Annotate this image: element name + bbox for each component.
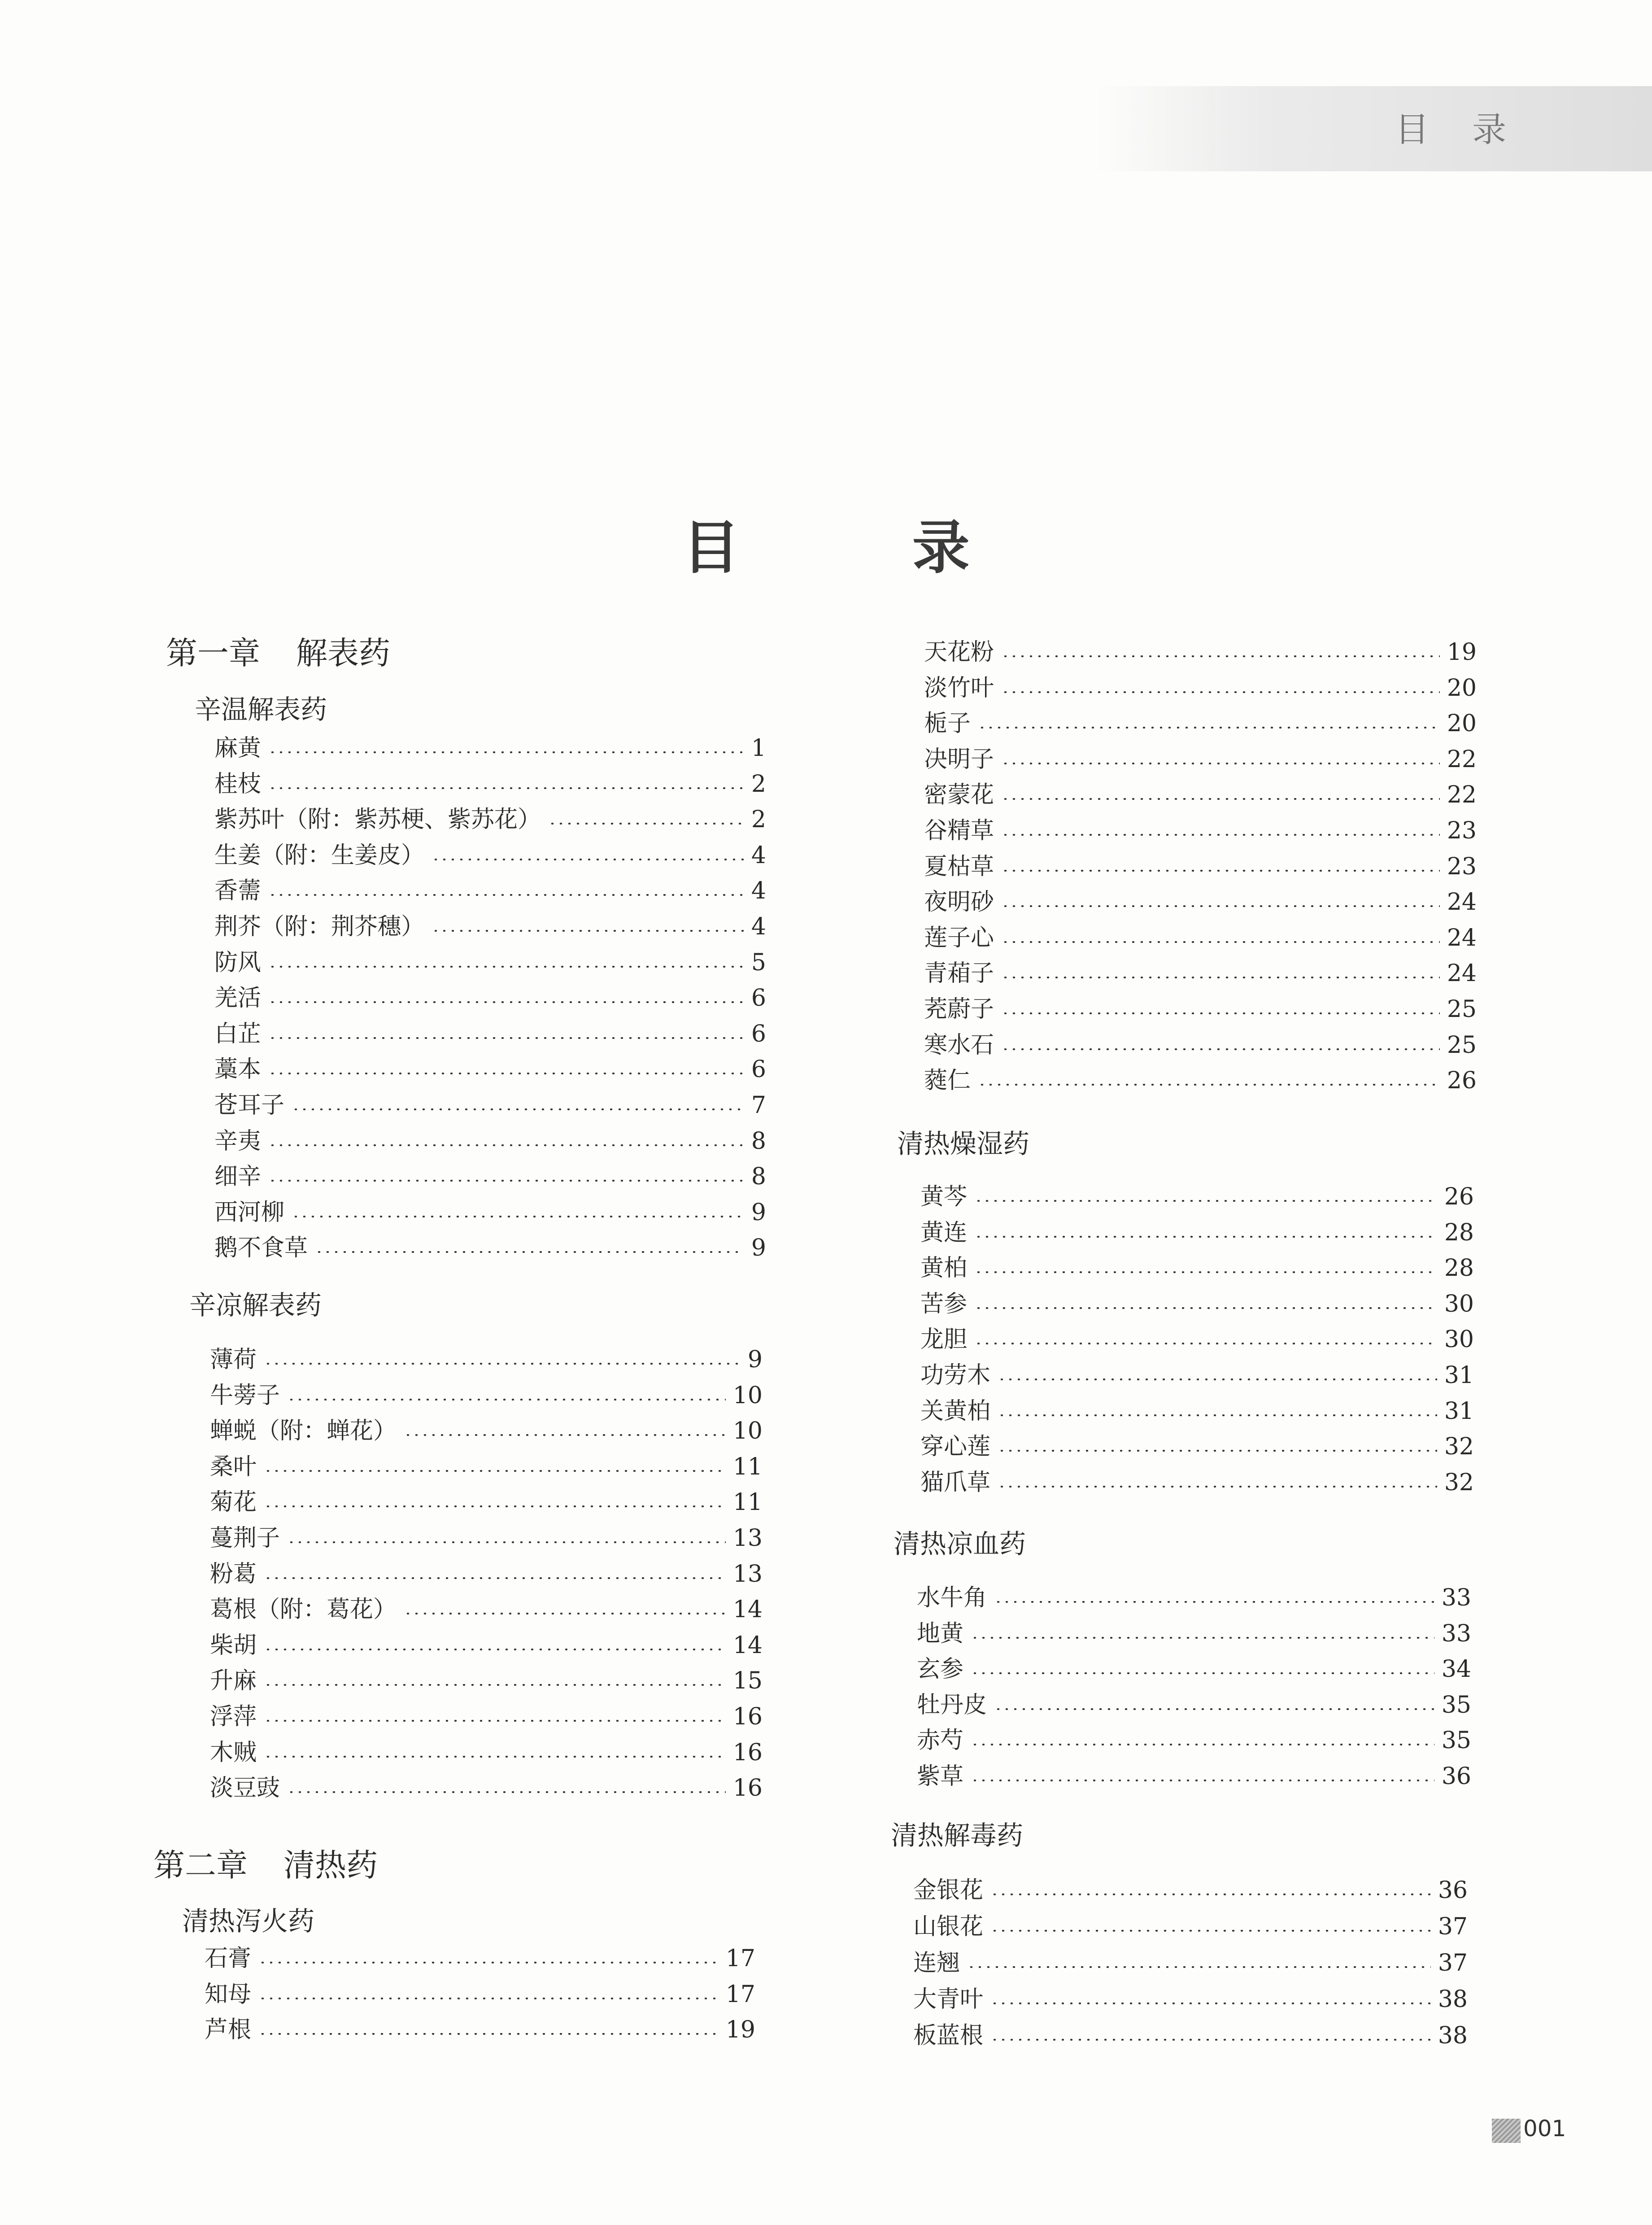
- toc-entry[interactable]: [924, 672, 1477, 704]
- entry-title: 浮萍: [210, 1703, 257, 1730]
- entry-title: 石膏: [205, 1945, 252, 1972]
- entry-page-number: 6: [751, 985, 766, 1012]
- toc-entry[interactable]: [924, 1065, 1477, 1097]
- entry-title: 寒水石: [924, 1032, 994, 1059]
- dot-leader: [1001, 763, 1440, 764]
- entry-title: 知母: [205, 1981, 252, 2008]
- toc-entry[interactable]: [214, 768, 766, 800]
- entry-page-number: 24: [1447, 889, 1477, 916]
- entry-title: 地黄: [917, 1620, 964, 1647]
- toc-entry[interactable]: [210, 1772, 763, 1804]
- entry-page-number: 37: [1438, 1950, 1468, 1976]
- entry-page-number: 14: [732, 1632, 763, 1659]
- toc-entry[interactable]: [924, 707, 1477, 740]
- dot-leader: [287, 1791, 726, 1793]
- entry-title: 龙胆: [920, 1326, 968, 1353]
- toc-entry[interactable]: [913, 1911, 1468, 1943]
- entry-page-number: 7: [751, 1092, 766, 1119]
- entry-title: 紫草: [917, 1763, 964, 1790]
- entry-page-number: 13: [732, 1525, 763, 1552]
- entry-page-number: 33: [1441, 1620, 1471, 1647]
- entry-page-number: 6: [751, 1056, 766, 1083]
- dot-leader: [994, 1708, 1434, 1710]
- toc-entry[interactable]: [913, 1947, 1468, 1979]
- toc-entry[interactable]: [913, 1874, 1468, 1907]
- toc-entry[interactable]: [214, 803, 766, 836]
- dot-leader: [971, 1780, 1434, 1781]
- dot-leader: [268, 1180, 744, 1182]
- toc-entry[interactable]: [917, 1582, 1471, 1614]
- toc-entry[interactable]: [210, 1629, 763, 1662]
- dot-leader: [548, 823, 744, 825]
- entry-title: 荆芥（附：荆芥穗）: [214, 913, 425, 940]
- section-heading: 辛凉解表药: [189, 1290, 322, 1321]
- toc-entry[interactable]: [214, 1053, 766, 1086]
- toc-entry[interactable]: [924, 993, 1477, 1025]
- entry-page-number: 26: [1447, 1067, 1477, 1094]
- entry-title: 金银花: [913, 1877, 984, 1904]
- dot-leader: [998, 1379, 1437, 1380]
- entry-page-number: 22: [1447, 781, 1477, 808]
- chapter-heading: [166, 628, 390, 673]
- dot-leader: [974, 1343, 1437, 1344]
- dot-leader: [974, 1271, 1437, 1273]
- entry-page-number: 25: [1447, 1032, 1477, 1059]
- entry-page-number: 36: [1441, 1763, 1471, 1790]
- toc-entry[interactable]: [214, 875, 766, 907]
- dot-leader: [264, 1649, 726, 1650]
- toc-entry[interactable]: [205, 1942, 755, 1975]
- toc-entry[interactable]: [924, 922, 1477, 954]
- dot-leader: [315, 1251, 744, 1253]
- entry-page-number: 22: [1447, 746, 1477, 773]
- dot-leader: [990, 1893, 1431, 1895]
- running-header: 目 录: [1395, 109, 1523, 149]
- toc-entry[interactable]: [924, 1029, 1477, 1061]
- toc-entry[interactable]: [920, 1217, 1474, 1249]
- entry-page-number: 15: [732, 1667, 763, 1694]
- dot-leader: [971, 1744, 1434, 1745]
- entry-page-number: 24: [1447, 960, 1477, 987]
- toc-entry[interactable]: [924, 851, 1477, 883]
- dot-leader: [978, 727, 1440, 729]
- entry-title: 蕤仁: [924, 1067, 971, 1094]
- entry-title: 蝉蜕（附：蝉花）: [210, 1418, 397, 1444]
- toc-entry[interactable]: [214, 1089, 766, 1121]
- entry-page-number: 16: [732, 1703, 763, 1730]
- entry-page-number: 30: [1444, 1326, 1474, 1353]
- entry-title: 辛夷: [214, 1128, 262, 1155]
- entry-page-number: 20: [1447, 675, 1477, 702]
- entry-page-number: 2: [751, 806, 766, 833]
- entry-title: 玄参: [917, 1656, 964, 1683]
- dot-leader: [268, 894, 744, 896]
- entry-title: 黄柏: [920, 1255, 968, 1282]
- entry-title: 柴胡: [210, 1632, 257, 1659]
- section-heading: 清热解毒药: [891, 1820, 1024, 1851]
- dot-leader: [268, 966, 744, 968]
- entry-title: 关黄柏: [920, 1398, 991, 1425]
- entry-title: 细辛: [214, 1163, 262, 1190]
- entry-page-number: 11: [732, 1453, 763, 1480]
- entry-title: 板蓝根: [913, 2022, 984, 2049]
- entry-title: 粉葛: [210, 1561, 257, 1588]
- dot-leader: [264, 1756, 726, 1758]
- dot-leader: [404, 1613, 726, 1614]
- entry-page-number: 24: [1447, 925, 1477, 951]
- toc-entry[interactable]: [214, 839, 766, 872]
- toc-entry[interactable]: [924, 886, 1477, 918]
- entry-page-number: 35: [1441, 1692, 1471, 1719]
- toc-entry[interactable]: [917, 1689, 1471, 1721]
- chapter-title: 解表药: [296, 635, 390, 672]
- entry-title: 茺蔚子: [924, 996, 994, 1023]
- entry-page-number: 38: [1438, 1986, 1468, 2013]
- toc-entry[interactable]: [205, 2014, 755, 2046]
- section-heading: 辛温解表药: [195, 694, 327, 725]
- entry-title: 大青叶: [913, 1986, 984, 2013]
- page-number: 001: [1523, 2116, 1566, 2142]
- toc-entry[interactable]: [924, 743, 1477, 776]
- entry-page-number: 30: [1444, 1291, 1474, 1318]
- toc-entry[interactable]: [210, 1344, 763, 1376]
- entry-title: 赤芍: [917, 1727, 964, 1754]
- page-number-marker: [1492, 2119, 1521, 2143]
- dot-leader: [287, 1541, 726, 1543]
- entry-page-number: 28: [1444, 1255, 1474, 1282]
- toc-entry[interactable]: [214, 1018, 766, 1050]
- dot-leader: [432, 930, 744, 932]
- dot-leader: [258, 1998, 719, 1999]
- dot-leader: [1001, 1048, 1440, 1050]
- entry-page-number: 33: [1441, 1584, 1471, 1611]
- toc-entry[interactable]: [924, 779, 1477, 811]
- entry-page-number: 10: [732, 1382, 763, 1409]
- entry-title: 桂枝: [214, 771, 262, 798]
- toc-entry[interactable]: [210, 1593, 763, 1626]
- dot-leader: [971, 1672, 1434, 1674]
- dot-leader: [971, 1637, 1434, 1639]
- toc-entry[interactable]: [924, 636, 1477, 668]
- dot-leader: [268, 1073, 744, 1074]
- entry-page-number: 23: [1447, 853, 1477, 880]
- chapter-number: 第一章: [166, 635, 260, 672]
- dot-leader: [268, 1037, 744, 1039]
- entry-page-number: 38: [1438, 2022, 1468, 2049]
- entry-page-number: 16: [732, 1775, 763, 1802]
- chapter-number: 第二章: [153, 1847, 248, 1884]
- toc-entry[interactable]: [920, 1323, 1474, 1356]
- entry-page-number: 36: [1438, 1877, 1468, 1904]
- page-title: 目 录: [682, 515, 1046, 581]
- section-heading: 清热泻火药: [182, 1906, 315, 1937]
- dot-leader: [1001, 691, 1440, 693]
- dot-leader: [994, 1601, 1434, 1603]
- entry-page-number: 6: [751, 1021, 766, 1047]
- toc-entry[interactable]: [214, 1232, 766, 1264]
- toc-entry[interactable]: [210, 1451, 763, 1483]
- toc-entry[interactable]: [917, 1653, 1471, 1685]
- entry-title: 连翘: [913, 1950, 960, 1976]
- entry-title: 生姜（附：生姜皮）: [214, 842, 425, 869]
- toc-entry[interactable]: [920, 1288, 1474, 1320]
- section-heading: 清热凉血药: [894, 1528, 1026, 1559]
- toc-entry[interactable]: [210, 1379, 763, 1412]
- toc-entry[interactable]: [920, 1252, 1474, 1284]
- entry-page-number: 17: [725, 1981, 755, 2008]
- entry-title: 密蒙花: [924, 781, 994, 808]
- header-band: [1094, 86, 1652, 171]
- entry-title: 麻黄: [214, 735, 262, 762]
- entry-page-number: 13: [732, 1561, 763, 1588]
- entry-page-number: 34: [1441, 1656, 1471, 1683]
- toc-entry[interactable]: [917, 1760, 1471, 1793]
- entry-title: 木贼: [210, 1739, 257, 1766]
- entry-title: 芦根: [205, 2016, 252, 2043]
- entry-title: 蔓荆子: [210, 1525, 280, 1552]
- entry-title: 桑叶: [210, 1453, 257, 1480]
- entry-title: 谷精草: [924, 817, 994, 844]
- toc-entry[interactable]: [210, 1736, 763, 1769]
- entry-title: 夏枯草: [924, 853, 994, 880]
- section-heading: 清热燥湿药: [897, 1128, 1030, 1159]
- entry-title: 天花粉: [924, 639, 994, 666]
- entry-page-number: 10: [732, 1418, 763, 1444]
- toc-entry[interactable]: [214, 982, 766, 1014]
- entry-page-number: 4: [751, 913, 766, 940]
- toc-entry[interactable]: [210, 1486, 763, 1518]
- entry-page-number: 8: [751, 1163, 766, 1190]
- dot-leader: [967, 1966, 1431, 1968]
- dot-leader: [264, 1577, 726, 1579]
- dot-leader: [974, 1236, 1437, 1238]
- entry-title: 水牛角: [917, 1584, 987, 1611]
- dot-leader: [264, 1363, 740, 1365]
- dot-leader: [1001, 655, 1440, 657]
- toc-entry[interactable]: [214, 947, 766, 979]
- entry-title: 夜明砂: [924, 889, 994, 916]
- entry-page-number: 20: [1447, 710, 1477, 737]
- entry-title: 鹅不食草: [214, 1235, 308, 1261]
- dot-leader: [292, 1108, 744, 1110]
- entry-title: 淡竹叶: [924, 675, 994, 702]
- entry-title: 菊花: [210, 1489, 257, 1516]
- entry-title: 牡丹皮: [917, 1692, 987, 1719]
- entry-title: 栀子: [924, 710, 971, 737]
- entry-title: 白芷: [214, 1021, 262, 1047]
- entry-page-number: 9: [751, 1235, 766, 1261]
- dot-leader: [1001, 941, 1440, 943]
- toc-entry[interactable]: [205, 1978, 755, 2011]
- dot-leader: [974, 1200, 1437, 1202]
- dot-leader: [268, 787, 744, 789]
- toc-entry[interactable]: [920, 1181, 1474, 1213]
- dot-leader: [998, 1414, 1437, 1416]
- entry-title: 葛根（附：葛花）: [210, 1596, 397, 1623]
- dot-leader: [264, 1684, 726, 1686]
- dot-leader: [1001, 977, 1440, 978]
- toc-entry[interactable]: [214, 1196, 766, 1229]
- entry-page-number: 32: [1444, 1433, 1474, 1460]
- dot-leader: [432, 859, 744, 860]
- entry-title: 穿心莲: [920, 1433, 991, 1460]
- entry-title: 羌活: [214, 985, 262, 1012]
- entry-title: 黄芩: [920, 1183, 968, 1210]
- entry-page-number: 4: [751, 877, 766, 904]
- entry-page-number: 8: [751, 1128, 766, 1155]
- entry-page-number: 31: [1444, 1398, 1474, 1425]
- toc-entry[interactable]: [924, 815, 1477, 847]
- entry-title: 淡豆豉: [210, 1775, 280, 1802]
- dot-leader: [268, 1144, 744, 1146]
- toc-entry[interactable]: [913, 1983, 1468, 2016]
- dot-leader: [998, 1486, 1437, 1488]
- entry-page-number: 28: [1444, 1219, 1474, 1246]
- dot-leader: [268, 751, 744, 753]
- dot-leader: [258, 2033, 719, 2035]
- entry-title: 薄荷: [210, 1346, 257, 1373]
- toc-entry[interactable]: [920, 1395, 1474, 1427]
- entry-page-number: 9: [751, 1199, 766, 1226]
- entry-page-number: 5: [751, 949, 766, 976]
- toc-entry[interactable]: [920, 1359, 1474, 1392]
- entry-page-number: 26: [1444, 1183, 1474, 1210]
- entry-page-number: 4: [751, 842, 766, 869]
- dot-leader: [1001, 905, 1440, 907]
- entry-page-number: 37: [1438, 1913, 1468, 1940]
- entry-title: 决明子: [924, 746, 994, 773]
- entry-page-number: 25: [1447, 996, 1477, 1023]
- toc-entry[interactable]: [214, 1160, 766, 1193]
- toc-entry[interactable]: [214, 1125, 766, 1157]
- dot-leader: [1001, 870, 1440, 872]
- entry-page-number: 2: [751, 771, 766, 798]
- dot-leader: [978, 1084, 1440, 1086]
- toc-entry[interactable]: [214, 911, 766, 943]
- dot-leader: [1001, 1012, 1440, 1014]
- toc-entry[interactable]: [920, 1466, 1474, 1499]
- entry-page-number: 19: [725, 2016, 755, 2043]
- entry-title: 紫苏叶（附：紫苏梗、紫苏花）: [214, 806, 541, 833]
- entry-page-number: 16: [732, 1739, 763, 1766]
- toc-entry[interactable]: [924, 957, 1477, 990]
- dot-leader: [990, 1930, 1431, 1932]
- chapter-title: 清热药: [283, 1847, 378, 1884]
- entry-page-number: 19: [1447, 639, 1477, 666]
- dot-leader: [264, 1470, 726, 1472]
- entry-page-number: 32: [1444, 1469, 1474, 1496]
- entry-page-number: 14: [732, 1596, 763, 1623]
- toc-entry[interactable]: [214, 732, 766, 764]
- entry-page-number: 35: [1441, 1727, 1471, 1754]
- entry-page-number: 11: [732, 1489, 763, 1516]
- dot-leader: [990, 2039, 1431, 2041]
- dot-leader: [264, 1720, 726, 1722]
- entry-title: 香薷: [214, 877, 262, 904]
- toc-entry[interactable]: [917, 1724, 1471, 1757]
- entry-title: 藁本: [214, 1056, 262, 1083]
- dot-leader: [1001, 834, 1440, 836]
- dot-leader: [287, 1399, 726, 1400]
- dot-leader: [264, 1505, 726, 1507]
- entry-title: 青葙子: [924, 960, 994, 987]
- toc-entry[interactable]: [210, 1558, 763, 1590]
- entry-page-number: 1: [751, 735, 766, 762]
- entry-page-number: 9: [747, 1346, 763, 1373]
- entry-title: 防风: [214, 949, 262, 976]
- entry-page-number: 17: [725, 1945, 755, 1972]
- entry-title: 黄连: [920, 1219, 968, 1246]
- entry-title: 猫爪草: [920, 1469, 991, 1496]
- entry-title: 牛蒡子: [210, 1382, 280, 1409]
- dot-leader: [974, 1307, 1437, 1309]
- toc-entry[interactable]: [917, 1618, 1471, 1650]
- chapter-heading: [153, 1840, 378, 1885]
- dot-leader: [998, 1450, 1437, 1452]
- dot-leader: [1001, 798, 1440, 800]
- entry-title: 苍耳子: [214, 1092, 285, 1119]
- dot-leader: [990, 2002, 1431, 2004]
- toc-entry[interactable]: [913, 2020, 1468, 2052]
- entry-title: 功劳木: [920, 1362, 991, 1389]
- toc-entry[interactable]: [920, 1431, 1474, 1463]
- dot-leader: [258, 1962, 719, 1963]
- dot-leader: [404, 1434, 726, 1436]
- dot-leader: [292, 1216, 744, 1217]
- entry-title: 山银花: [913, 1913, 984, 1940]
- entry-title: 苦参: [920, 1291, 968, 1318]
- entry-title: 西河柳: [214, 1199, 285, 1226]
- entry-page-number: 31: [1444, 1362, 1474, 1389]
- toc-entry[interactable]: [210, 1522, 763, 1554]
- entry-title: 莲子心: [924, 925, 994, 951]
- entry-title: 升麻: [210, 1667, 257, 1694]
- dot-leader: [268, 1001, 744, 1003]
- toc-entry[interactable]: [210, 1665, 763, 1697]
- toc-entry[interactable]: [210, 1415, 763, 1447]
- entry-page-number: 23: [1447, 817, 1477, 844]
- toc-entry[interactable]: [210, 1701, 763, 1733]
